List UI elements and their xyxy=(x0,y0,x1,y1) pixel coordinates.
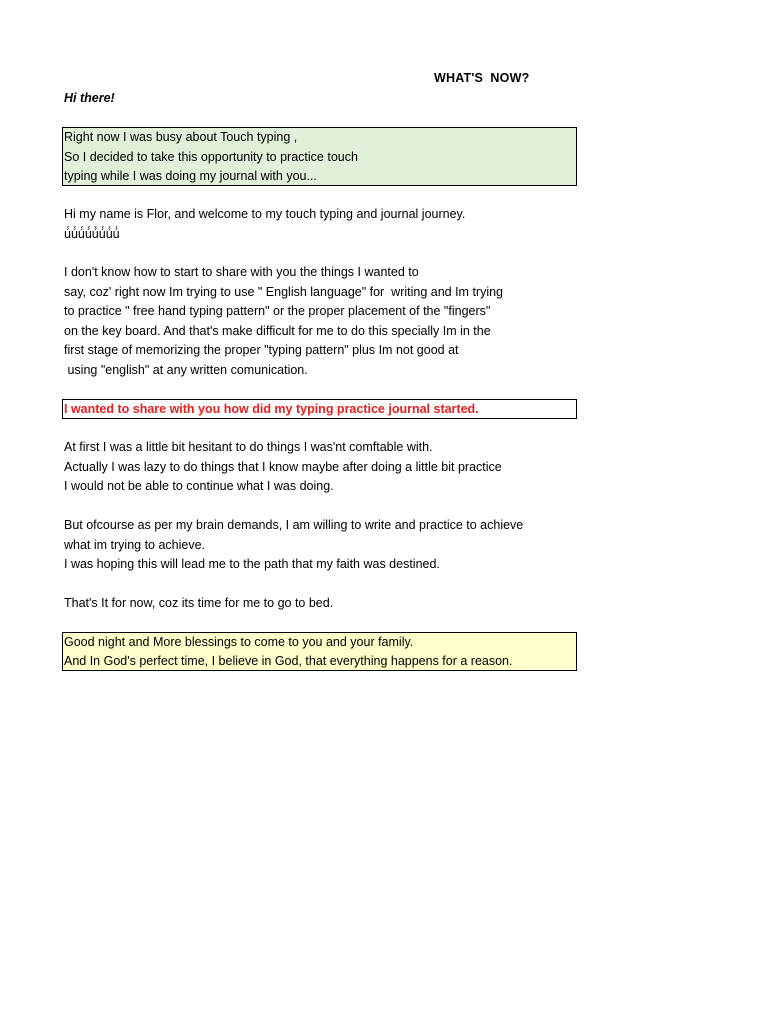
highlight-box-red xyxy=(62,399,577,419)
intro-paragraph xyxy=(64,205,465,244)
body-line: I don't know how to start to share with you the things I wanted to xyxy=(64,265,419,279)
body-line: what im trying to achieve. xyxy=(64,537,206,552)
highlight-box-green xyxy=(62,127,577,186)
highlight-box-yellow xyxy=(62,632,577,671)
body-line: say, coz' right now Im trying to use " English language" for writing and Im trying xyxy=(64,284,504,299)
green-box-line: typing while I was doing my journal with you... xyxy=(64,169,317,183)
body-line: That's It for now, coz its time for me to go to bed. xyxy=(64,596,334,610)
body-line: using "english" at any written comunication. xyxy=(64,362,308,377)
body-line: I was hoping this will lead me to the path that my faith was destined. xyxy=(64,557,440,571)
red-box-line: I wanted to share with you how did my typing practice journal started. xyxy=(64,402,479,416)
green-box-line: Right now I was busy about Touch typing , xyxy=(64,130,298,144)
page-title: WHAT'S NOW? xyxy=(434,71,530,85)
body-line: first stage of memorizing the proper "typing pattern" plus Im not good at xyxy=(64,343,459,357)
body-paragraph-4 xyxy=(64,594,333,614)
green-box-line: So I decided to take this opportunity to practice touch xyxy=(64,149,358,164)
body-line: Actually I was lazy to do things that I know maybe after doing a little bit practice xyxy=(64,459,502,474)
yellow-box-line: Good night and More blessings to come to you and your family. xyxy=(64,635,414,649)
greeting-text: Hi there! xyxy=(64,91,115,105)
body-paragraph-3 xyxy=(64,516,523,575)
intro-line: Hi my name is Flor, and welcome to my touch typing and journal journey. xyxy=(64,207,466,221)
body-paragraph-1 xyxy=(64,263,503,380)
intro-line: ú́ú́ú́ú́ú́ú́ú́ú́ xyxy=(64,226,120,241)
body-line: on the key board. And that's make difficult for me to do this specially Im in the xyxy=(64,323,491,338)
yellow-box-line: And In God's perfect time, I believe in God, that everything happens for a reason. xyxy=(64,653,513,668)
body-line: At first I was a little bit hesitant to do things I was'nt comftable with. xyxy=(64,440,433,454)
body-paragraph-2 xyxy=(64,438,502,497)
body-line: to practice " free hand typing pattern" or the proper placement of the "fingers" xyxy=(64,304,491,318)
body-line: I would not be able to continue what I was doing. xyxy=(64,479,334,493)
body-line: But ofcourse as per my brain demands, I am willing to write and practice to achieve xyxy=(64,518,524,532)
